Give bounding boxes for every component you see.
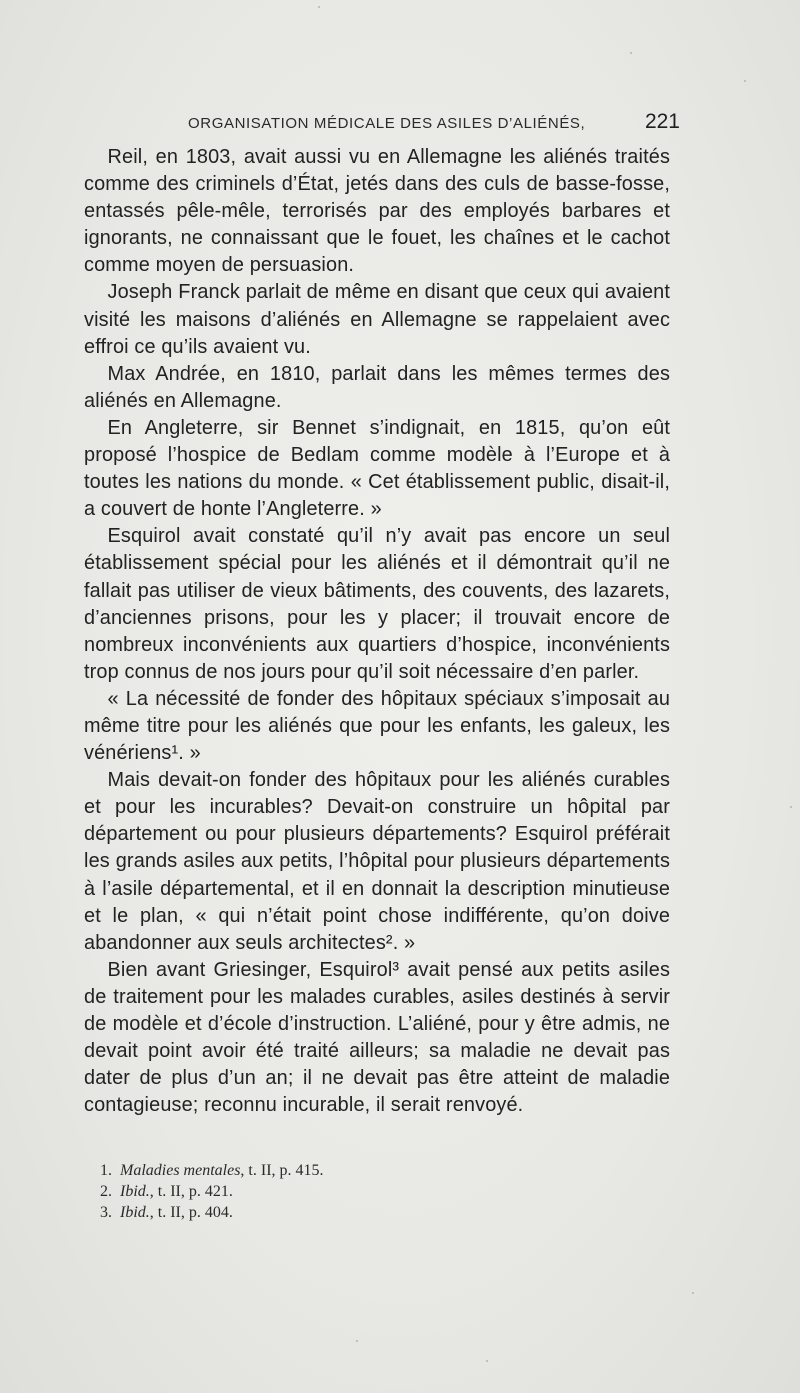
paper-speck xyxy=(692,1292,694,1294)
footnote-reference: , t. II, p. 421. xyxy=(149,1183,233,1200)
paragraph: Bien avant Griesinger, Esquirol³ avait pensé aux petits asiles de traitement pour les malades curables, asiles destinés à servir de modèle et d’école d’instruction. L’aliéné, pour y être admis, ne devait point avoir été traité ailleurs; sa maladie ne devait pas dater de plus d’un an; il ne devait pas être atteint de maladie contagieuse; reconnu incurable, il serait renvoyé. xyxy=(84,958,671,1117)
paper-speck xyxy=(744,80,746,82)
paragraph: Reil, en 1803, avait aussi vu en Allemagne les aliénés traités comme des criminels d’État, jetés dans des culs de basse-fosse, entassés pêle-mêle, terrorisés par des employés barbares et ignorants, ne connaissant que le fouet, les chaînes et le cachot comme moyen de persuasion. xyxy=(84,146,671,277)
paper-speck xyxy=(630,52,632,54)
paper-speck xyxy=(486,1360,488,1362)
footnote-title: Ibid. xyxy=(120,1204,150,1221)
paper-speck xyxy=(790,806,792,808)
paragraph: En Angleterre, sir Bennet s’indignait, en 1815, qu’on eût proposé l’hospice de Bedlam comme modèle à l’Europe et à toutes les nations du monde. « Cet établissement public, disait-il, a couvert de honte l’Angleterre. » xyxy=(84,416,671,521)
footnote xyxy=(100,1181,500,1202)
footnote-title: Ibid. xyxy=(120,1183,150,1200)
footnote xyxy=(100,1202,500,1223)
footnote-title: Maladies mentales xyxy=(120,1162,241,1179)
footnote-number: 3. xyxy=(100,1204,112,1221)
footnote-number: 1. xyxy=(100,1162,112,1179)
footnote-number: 2. xyxy=(100,1183,112,1200)
footnote-reference: , t. II, p. 415. xyxy=(240,1162,324,1179)
paragraph: Mais devait-on fonder des hôpitaux pour les aliénés curables et pour les incurables? Devait-on construire un hôpital par département ou pour plusieurs départements? Esquirol préférait les grands asiles aux petits, l’hôpital pour plusieurs départements à l’asile départemental, et il en donnait la description minutieuse et le plan, « qui n’était point chose indifférente, qu’on doive abandonner aux seuls architectes². » xyxy=(84,769,671,954)
body-text xyxy=(84,144,682,1119)
paragraph: Joseph Franck parlait de même en disant que ceux qui avaient visité les maisons d’aliénés en Allemagne se rappelaient avec effroi ce qu’ils avaient vu. xyxy=(84,281,671,358)
footnote xyxy=(100,1160,500,1181)
page-header xyxy=(84,112,680,138)
paragraph: Esquirol avait constaté qu’il n’y avait pas encore un seul établissement spécial pour les aliénés et il démontrait qu’il ne fallait pas utiliser de vieux bâtiments, des couvents, des lazarets, d’anciennes prisons, pour les y placer; il trouvait encore de nombreux inconvénients aux quartiers d’hospice, inconvénients trop connus de nos jours pour qu’il soit nécessaire d’en parler. xyxy=(84,525,671,683)
paper-speck xyxy=(356,1340,358,1342)
paragraph: Max Andrée, en 1810, parlait dans les mêmes termes des aliénés en Allemagne. xyxy=(84,362,671,412)
paragraph: « La nécessité de fonder des hôpitaux spéciaux s’imposait au même titre pour les aliénés que pour les enfants, les galeux, les vénériens¹. » xyxy=(84,687,671,765)
running-title: ORGANISATION MÉDICALE DES ASILES D’ALIÉNÉS, xyxy=(188,115,586,132)
page-number: 221 xyxy=(644,110,680,133)
paper-speck xyxy=(318,6,320,8)
footnote-reference: , t. II, p. 404. xyxy=(149,1204,233,1221)
footnotes xyxy=(100,1160,500,1223)
